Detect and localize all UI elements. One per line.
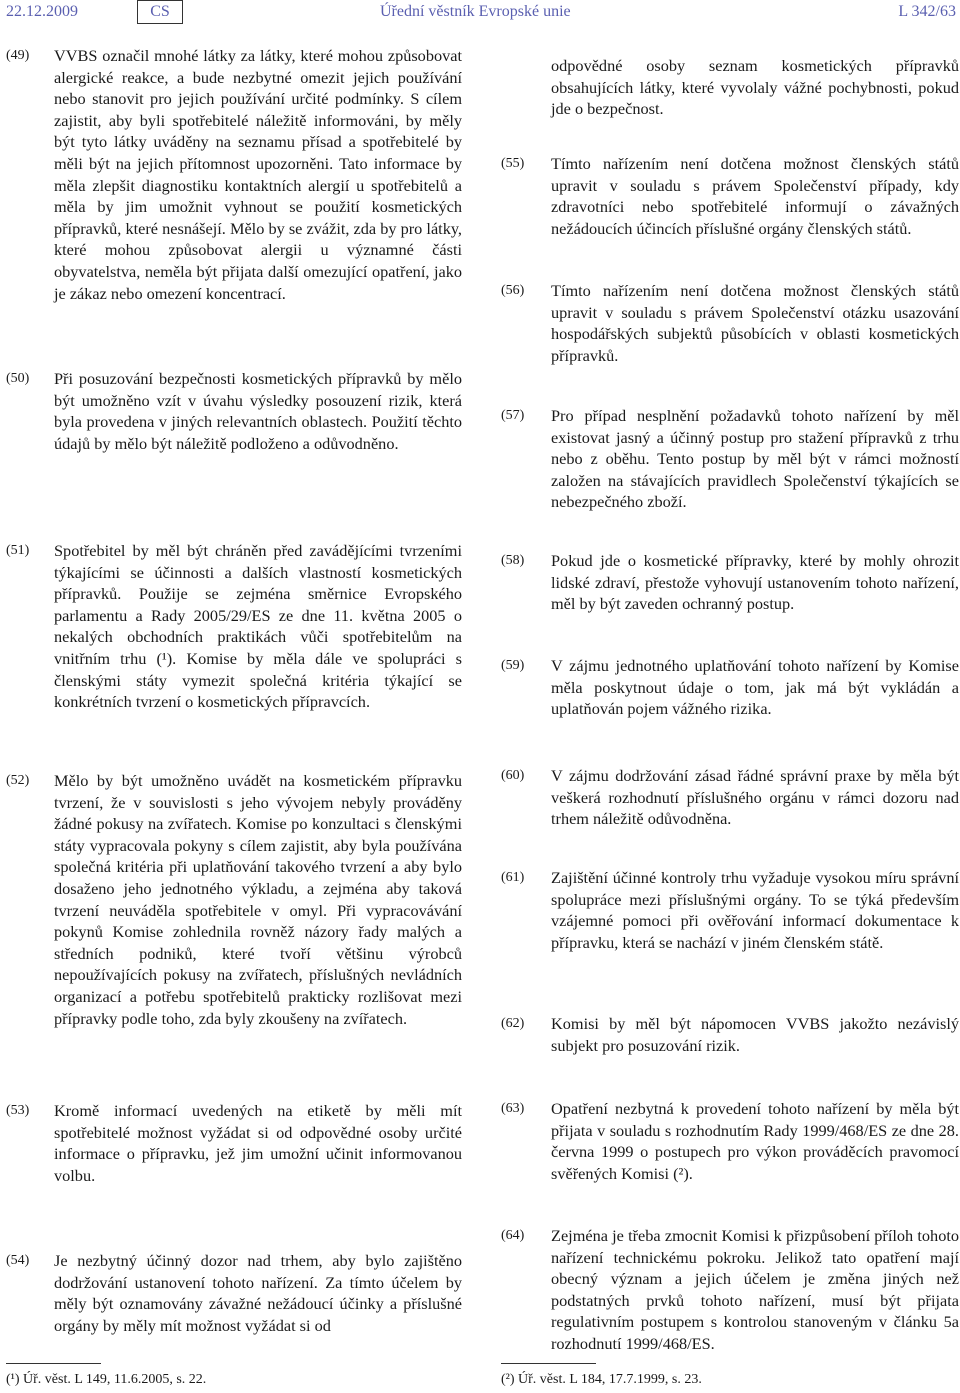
- recital-number: (56): [501, 283, 525, 298]
- recital-text: Pro případ nesplnění požadavků tohoto nařízení by měl existovat jasný a účinný postup pro stažení přípravků z trhu nebo z oběhu. Tento postup by měl být v rámci možností založen na stávajících pravidlech Společenství týkajících se nebezpečného zboží.: [551, 406, 959, 512]
- recital-text: Kromě informací uvedených na etiketě by měli mít spotřebitelé možnost vyžádat si od odpovědné osoby určité informace o přípravku, jež jim umožní učinit informovanou volbu.: [54, 1101, 462, 1185]
- recital-number: (57): [501, 408, 525, 423]
- recital-number: (54): [6, 1253, 30, 1268]
- recital-number: (59): [501, 658, 525, 673]
- language-badge: CS: [137, 0, 183, 24]
- recital-text: Při posuzování bezpečnosti kosmetických přípravků by mělo být umožněno vzít v úvahu výsledky posouzení rizik, která byla provedena v jiných relevantních oblastech. Použití těchto údajů by mělo být náležitě podloženo a odůvodněno.: [54, 369, 462, 453]
- recital-text: Zejména je třeba zmocnit Komisi k přizpůsobení příloh tohoto nařízení technickému pokroku. Jelikož tato opatření mají obecný význam a jejich účelem je změna jiných než podstatných prvků tohoto nařízení, musí být přijata regulativním postupem s kontrolou stanoveným v článku 5a rozhodnutí 1999/468/ES.: [551, 1226, 959, 1353]
- recital-text: Spotřebitel by měl být chráněn před zavádějícími tvrzeními týkajícími se účinnosti a dalších vlastností kosmetických přípravků. Použije se zejména směrnice Evropského parlamentu a Rady 2005/29/ES ze dne 11. května 2005 o nekalých obchodních praktikách vůči spotřebitelům na vnitřním trhu (¹). Komise by měla dále ve spolupráci s členskými státy vymezit společná kritéria týkající se konkrétních tvrzení o kosmetických přípravcích.: [54, 541, 462, 712]
- footnote-divider: [6, 1363, 101, 1364]
- recital-number: (51): [6, 543, 30, 558]
- recital-number: (61): [501, 870, 525, 885]
- recital-text: V zájmu dodržování zásad řádné správní praxe by měla být veškerá rozhodnutí příslušného orgánu v rámci dozoru nad trhem náležitě odůvodněna.: [551, 766, 959, 829]
- footnote-2: (²) Úř. věst. L 184, 17.7.1999, s. 23.: [501, 1372, 702, 1387]
- journal-title: Úřední věstník Evropské unie: [380, 3, 571, 20]
- recital-text: Je nezbytný účinný dozor nad trhem, aby bylo zajištěno dodržování ustanovení tohoto nařízení. Za tímto účelem by měly být oznamovány závažné nežádoucí účinky a příslušné orgány by měly mít možnost vyžádat si od: [54, 1251, 462, 1335]
- recital-text: Pokud jde o kosmetické přípravky, které by mohly ohrozit lidské zdraví, přestože vyhovují ustanovením tohoto nařízení, měl by být zaveden ochranný postup.: [551, 551, 959, 614]
- recital-text: Mělo by být umožněno uvádět na kosmetickém přípravku tvrzení, že v souvislosti s jeho vývojem nebyly prováděny žádné pokusy na zvířatech. Komise po konzultaci s členskými státy vypracovala pokyny s cílem zajistit, aby byla používána společná kritéria při uplatňování takového tvrzení a aby bylo dosaženo jeho jednotného výkladu, a zejména aby taková tvrzení neuváděla spotřebitele v omyl. Při vypracovávání pokynů Komise zohlednila rovněž názory řady malých a středních podniků, které tvoří většinu výrobců nepoužívajících pokusy na zvířatech, příslušných nevládních organizací a potřebu spotřebitelů prakticky rozlišovat mezi přípravky podle toho, zda byly zkoušeny na zvířatech.: [54, 771, 462, 1028]
- page-reference: L 342/63: [898, 3, 956, 20]
- recital-number: (60): [501, 768, 525, 783]
- recital-text: Zajištění účinné kontroly trhu vyžaduje vysokou míru správní spolupráce mezi příslušnými orgány. To se týká především vzájemné pomoci při ověřování informací dokumentace k přípravku, která se nachází v jiném členském státě.: [551, 868, 959, 952]
- footnote-1: (¹) Úř. věst. L 149, 11.6.2005, s. 22.: [6, 1372, 207, 1387]
- recital-text: V zájmu jednotného uplatňování tohoto nařízení by Komise měla poskytnout údaje o tom, jak má být vykládán a uplatňován pojem vážného rizika.: [551, 656, 959, 719]
- recital-text: Komisi by měl být nápomocen VVBS jakožto nezávislý subjekt pro posuzování rizik.: [551, 1014, 959, 1055]
- recital-number: (58): [501, 553, 525, 568]
- recital-text: odpovědné osoby seznam kosmetických přípravků obsahujících látky, které vyvolaly vážné pochybnosti, pokud jde o bezpečnost.: [551, 56, 959, 119]
- recital-number: (53): [6, 1103, 30, 1118]
- footnote-divider: [501, 1363, 596, 1364]
- recital-number: (49): [6, 48, 30, 63]
- recital-text: VVBS označil mnohé látky za látky, které mohou způsobovat alergické reakce, a bude nezbytné omezit jejich používání nebo stanovit pro jejich používání určité podmínky. S cílem zajistit, aby byli spotřebitelé náležitě informováni, by měly být tyto látky uváděny na seznamu přísad a spotřebitelé by měli být na jejich přítomnost upozorněni. Tato informace by měla zlepšit diagnostiku kontaktních alergií u spotřebitelů a měla by jim umožnit vyhnout se použití kosmetických přípravků, které nesnášejí. Mělo by se zvážit, zda by pro látky, které mohou způsobovat alergii u významné části obyvatelstva, neměla být přijata další omezující opatření, jako je zákaz nebo omezení koncentrací.: [54, 46, 462, 303]
- recital-number: (55): [501, 156, 525, 171]
- recital-number: (52): [6, 773, 30, 788]
- recital-text: Tímto nařízením není dotčena možnost členských států upravit v souladu s právem Společenství otázku usazování hospodářských subjektů působících v oblasti kosmetických přípravků.: [551, 281, 959, 365]
- recital-text: Opatření nezbytná k provedení tohoto nařízení by měla být přijata v souladu s rozhodnutím Rady 1999/468/ES ze dne 28. června 1999 o postupech pro výkon prováděcích pravomocí svěřených Komisi (²).: [551, 1099, 959, 1183]
- recital-number: (64): [501, 1228, 525, 1243]
- recital-number: (62): [501, 1016, 525, 1031]
- recital-number: (50): [6, 371, 30, 386]
- publication-date: 22.12.2009: [6, 3, 78, 20]
- page-header: [0, 0, 960, 24]
- recital-text: Tímto nařízením není dotčena možnost členských států upravit v souladu s právem Společenství případy, kdy zdravotníci nebo spotřebitelé informují o závažných nežádoucích účincích příslušné orgány členských států.: [551, 154, 959, 238]
- recital-number: (63): [501, 1101, 525, 1116]
